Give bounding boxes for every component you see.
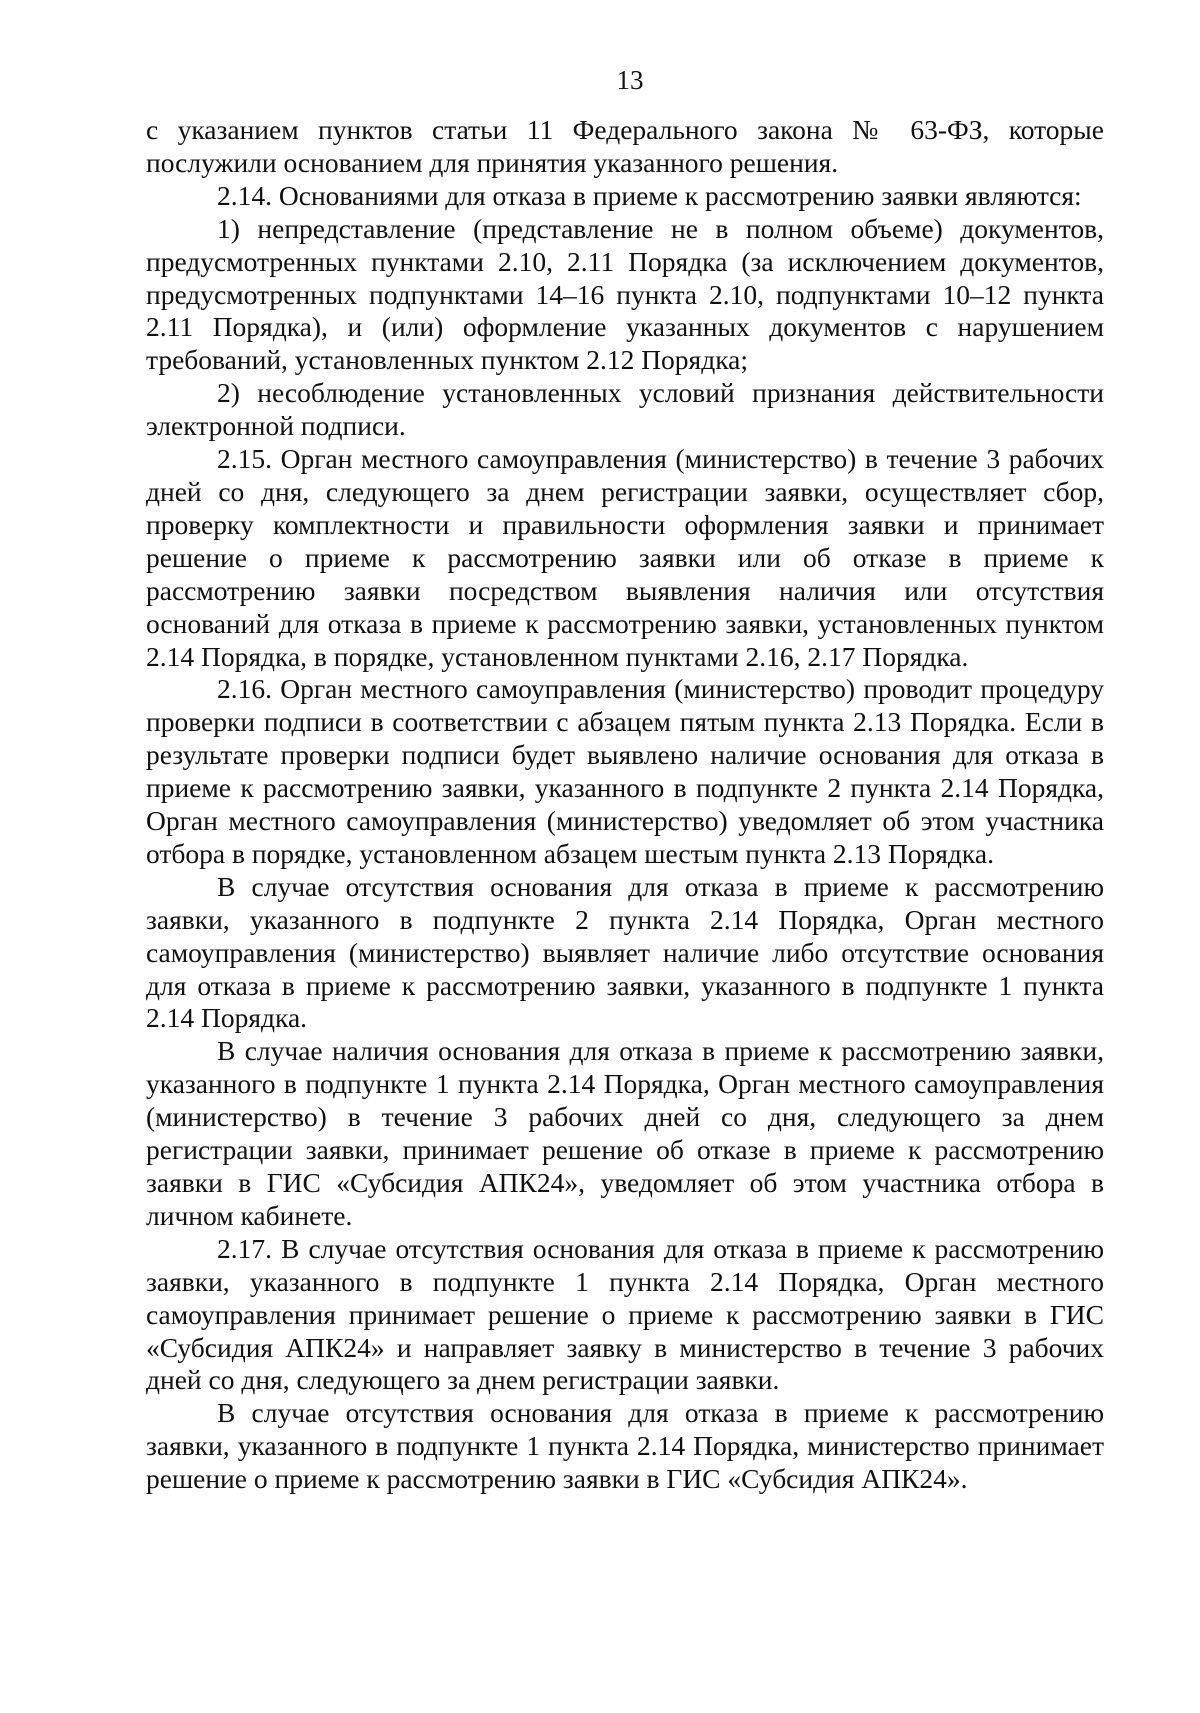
paragraph-2-16-absence: В случае отсутствия основания для отказа в приеме к рассмотрению заявки, указанного в подпункте 2 пункта 2.14 Порядка, Орган местного самоуправления (министерство) выявляет наличие либо отсутствие основания для отказа в приеме к рассмотрению заявки, указанного в подпункте 1 пункта 2.14 Порядка. [146,870,1104,1034]
paragraph-2-16: 2.16. Орган местного самоуправления (министерство) проводит процедуру проверки подписи в соответствии с абзацем пятым пункта 2.13 Порядка. Если в результате проверки подписи будет выявлено наличие основания для отказа в приеме к рассмотрению заявки, указанного в подпункте 2 пункта 2.14 Порядка, Орган местного самоуправления (министерство) уведомляет об этом участника отбора в порядке, установленном абзацем шестым пункта 2.13 Порядка. [146,673,1104,869]
document-body [146,114,1104,1496]
paragraph-2-17-ministry: В случае отсутствия основания для отказа в приеме к рассмотрению заявки, указанного в подпункте 1 пункта 2.14 Порядка, министерство принимает решение о приеме к рассмотрению заявки в ГИС «Субсидия АПК24». [146,1397,1104,1495]
paragraph-2-17: 2.17. В случае отсутствия основания для отказа в приеме к рассмотрению заявки, указанного в подпункте 1 пункта 2.14 Порядка, Орган местного самоуправления принимает решение о приеме к рассмотрению заявки в ГИС «Субсидия АПК24» и направляет заявку в министерство в течение 3 рабочих дней со дня, следующего за днем регистрации заявки. [146,1232,1104,1396]
page-number: 13 [616,65,644,95]
paragraph-continuation: с указанием пунктов статьи 11 Федерального закона № 63-ФЗ, которые послужили основанием для принятия указанного решения. [146,114,1104,178]
paragraph-2-14: 2.14. Основаниями для отказа в приеме к рассмотрению заявки являются: [217,179,1082,211]
paragraph-2-15: 2.15. Орган местного самоуправления (министерство) в течение 3 рабочих дней со дня, следующего за днем регистрации заявки, осуществляет сбор, проверку комплектности и правильности оформления заявки и принимает решение о приеме к рассмотрению заявки или об отказе в приеме к рассмотрению заявки посредством выявления наличия или отсутствия оснований для отказа в приеме к рассмотрению заявки, установленных пунктом 2.14 Порядка, в порядке, установленном пунктами 2.16, 2.17 Порядка. [146,443,1104,672]
paragraph-2-16-presence: В случае наличия основания для отказа в приеме к рассмотрению заявки, указанного в подпункте 1 пункта 2.14 Порядка, Орган местного самоуправления (министерство) в течение 3 рабочих дней со дня, следующего за днем регистрации заявки, принимает решение об отказе в приеме к рассмотрению заявки в ГИС «Субсидия АПК24», уведомляет об этом участника отбора в личном кабинете. [146,1035,1104,1231]
paragraph-2-14-item-2: 2) несоблюдение установленных условий признания действительности электронной подписи. [146,377,1104,442]
paragraph-2-14-item-1: 1) непредставление (представление не в полном объеме) документов, предусмотренных пунктами 2.10, 2.11 Порядка (за исключением документов, предусмотренных подпунктами 14–16 пункта 2.10, подпунктами 10–12 пункта 2.11 Порядка), и (или) оформление указанных документов с нарушением требований, установленных пунктом 2.12 Порядка; [146,212,1104,376]
